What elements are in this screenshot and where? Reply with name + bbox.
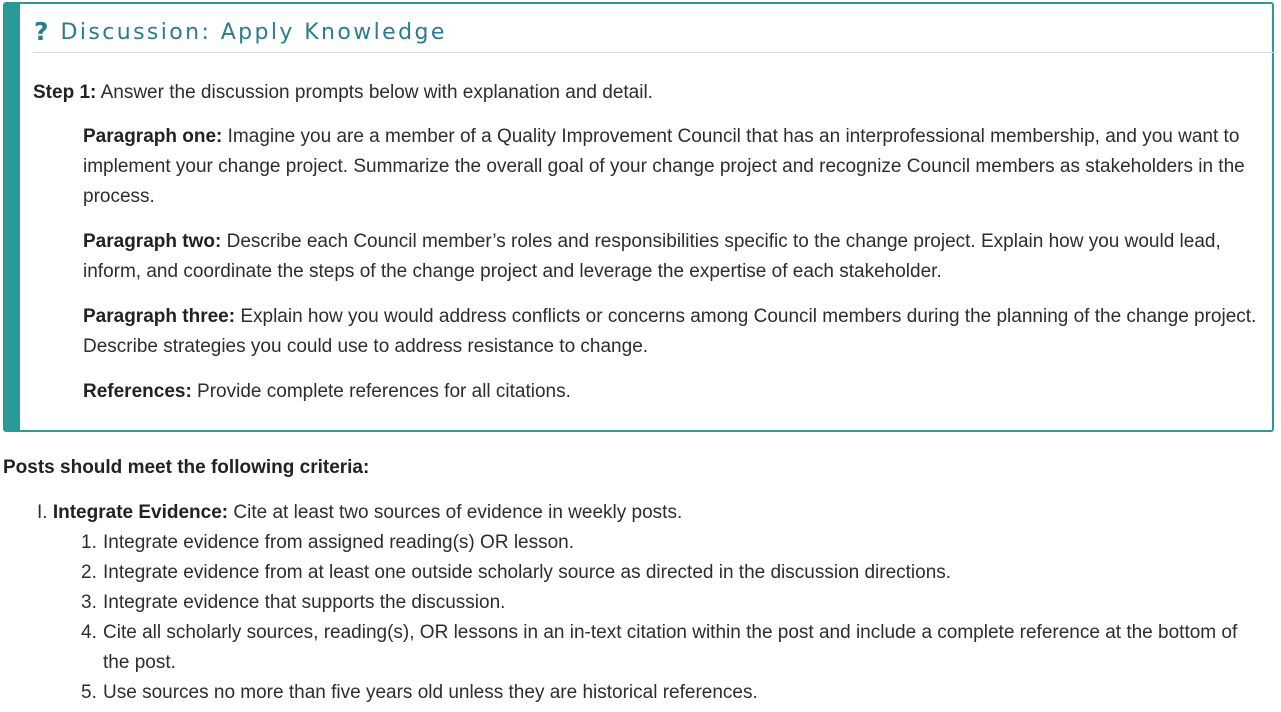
discussion-callout bbox=[3, 2, 1274, 432]
subitem-number: 3. bbox=[81, 592, 97, 613]
paragraph-text: Imagine you are a member of a Quality Improvement Council that has an interprofessional membership, and you want to implement your change project. Summarize the overall goal of your change project and recognize Council members as stakeholders in the process. bbox=[83, 126, 1245, 207]
subitem-number: 1. bbox=[81, 532, 97, 553]
paragraph-text: Describe each Council member’s roles and responsibilities specific to the change project. Explain how you would lead, inform, and coordinate the steps of the change project and leverage the expertise of each stakeholder. bbox=[83, 231, 1221, 282]
step-1-instruction bbox=[33, 80, 653, 106]
callout-header bbox=[33, 17, 1276, 53]
roman-numeral: I. bbox=[37, 502, 53, 523]
callout-title: Discussion: Apply Knowledge bbox=[60, 20, 447, 45]
criteria-label: Integrate Evidence: bbox=[52, 502, 229, 523]
paragraph-label: Paragraph one: bbox=[83, 126, 223, 147]
subitem-text: Integrate evidence from at least one outside scholarly source as directed in the discussion directions. bbox=[103, 562, 952, 583]
criteria-subitem bbox=[81, 618, 1261, 678]
subitem-number: 5. bbox=[81, 682, 97, 703]
criteria-item-integrate-evidence bbox=[37, 499, 682, 527]
paragraph-label: Paragraph two: bbox=[83, 231, 222, 252]
criteria-subitem bbox=[81, 558, 1261, 588]
subitem-number: 2. bbox=[81, 562, 97, 583]
step-label: Step 1: bbox=[33, 82, 97, 103]
paragraph-three-prompt bbox=[83, 302, 1263, 362]
subitem-text: Use sources no more than five years old unless they are historical references. bbox=[103, 682, 758, 703]
criteria-subitem bbox=[81, 678, 1261, 708]
criteria-text: Cite at least two sources of evidence in weekly posts. bbox=[228, 502, 683, 523]
criteria-subitem bbox=[81, 528, 1261, 558]
paragraph-label: Paragraph three: bbox=[83, 306, 236, 327]
paragraph-two-prompt bbox=[83, 227, 1263, 287]
subitem-text: Cite all scholarly sources, reading(s), OR lessons in an in-text citation within the post and include a complete reference at the bottom of the post. bbox=[103, 622, 1238, 673]
paragraph-text: Explain how you would address conflicts or concerns among Council members during the planning of the change project. Describe strategies you could use to address resistance to change. bbox=[83, 306, 1257, 357]
criteria-subitem bbox=[81, 588, 1261, 618]
subitem-text: Integrate evidence from assigned reading(s) OR lesson. bbox=[103, 532, 575, 553]
paragraph-text: Provide complete references for all citations. bbox=[191, 381, 571, 402]
references-prompt bbox=[83, 377, 1263, 407]
paragraph-one-prompt bbox=[83, 122, 1263, 212]
subitem-text: Integrate evidence that supports the discussion. bbox=[103, 592, 506, 613]
subitem-number: 4. bbox=[81, 622, 97, 643]
step-text: Answer the discussion prompts below with explanation and detail. bbox=[96, 82, 653, 103]
paragraph-label: References: bbox=[83, 381, 192, 402]
criteria-heading: Posts should meet the following criteria: bbox=[3, 457, 370, 478]
question-mark-icon: ? bbox=[34, 17, 49, 46]
